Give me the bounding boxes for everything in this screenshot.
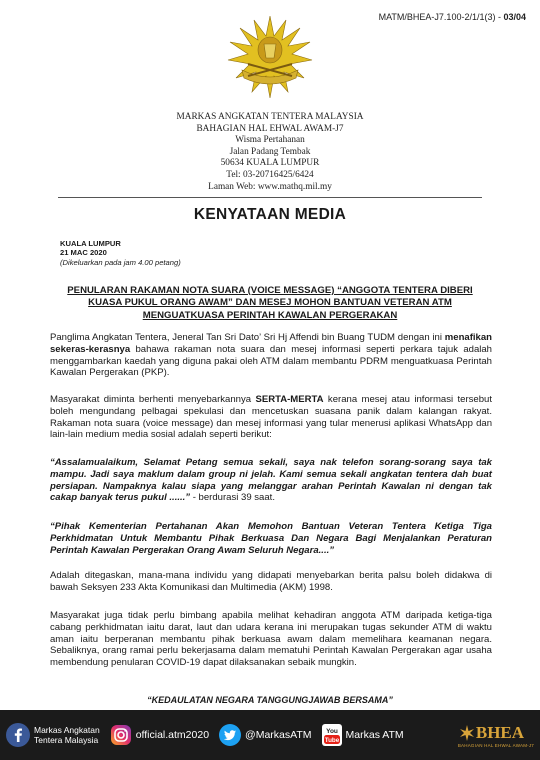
- atm-crest-icon: [226, 14, 314, 100]
- paragraph-text: bahawa rakaman nota suara dan mesej informasi seperti perkara tajuk adalah menggambarkan kaedah yang diguna pakai oleh ATM dalam membantu PDRM menguatkuasa Perintah Kawalan Pergerakan (PKP).: [50, 343, 492, 379]
- youtube-link[interactable]: [322, 724, 404, 746]
- paragraph-text: kerana mesej atau informasi tersebut boleh mengundang pelbagai spekulasi dan mencetuskan suasana panik dalam kalangan rakyat. Rakaman nota suara (voice message) dan mesej informasi yang tular menerusi aplikasi WhatsApp dan lain-lain medium media sosial adalah seperti berikut:: [50, 394, 492, 441]
- bhea-logo: [458, 723, 534, 748]
- youtube-icon: [322, 724, 342, 746]
- paragraph-emphasis: menafikan sekeras-kerasnya: [50, 332, 492, 355]
- dateline-note: (Dikeluarkan pada jam 4.00 petang): [60, 257, 181, 267]
- address-line: Laman Web: www.mathq.mil.my: [208, 181, 332, 192]
- address-line: Jalan Padang Tembak: [229, 146, 311, 157]
- paragraph-3: Adalah ditegaskan, mana-mana individu yang didapati menyebarkan berita palsu boleh didakwa di bawah Seksyen 233 Akta Komunikasi dan Multimedia (AKM) 1998.: [50, 570, 492, 593]
- quote-duration: - berdurasi 39 saat.: [190, 492, 275, 504]
- address-line: MARKAS ANGKATAN TENTERA MALAYSIA: [176, 112, 364, 122]
- facebook-icon: [6, 723, 30, 747]
- address-line: BAHAGIAN HAL EHWAL AWAM-J7: [196, 123, 344, 134]
- instagram-icon: [110, 724, 132, 746]
- address-block: [0, 112, 540, 193]
- dateline: [60, 239, 181, 267]
- address-line: Tel: 03-20716425/6424: [226, 169, 314, 180]
- paragraph-text: Panglima Angkatan Tentera, Jeneral Tan Sri Dato’ Sri Hj Affendi bin Buang TUDM dengan ini: [50, 332, 445, 343]
- quote-voice-message: [50, 457, 492, 504]
- twitter-label: @MarkasATM: [245, 729, 312, 741]
- twitter-link[interactable]: [219, 724, 311, 746]
- paragraph-emphasis: SERTA-MERTA: [255, 394, 324, 405]
- bhea-logo-icon: [458, 724, 476, 742]
- page-title: KENYATAAN MEDIA: [193, 206, 347, 223]
- paragraph-text: Masyarakat diminta berhenti menyebarkannya: [50, 394, 256, 405]
- dateline-city: KUALA LUMPUR: [60, 239, 121, 248]
- reference-number: [379, 12, 526, 22]
- instagram-link[interactable]: [110, 724, 209, 746]
- twitter-icon: [219, 724, 241, 746]
- bhea-name: BHEA: [475, 722, 525, 742]
- paragraph-1: [50, 332, 492, 379]
- svg-text:Tube: Tube: [324, 737, 339, 744]
- bhea-subtitle: BAHAGIAN HAL EHWAL AWAM-J7: [457, 742, 534, 748]
- quote-text: “Assalamualaikum, Selamat Petang semua sekali, saya nak telefon sorang-sorang saya tak mampu. Jadi saya maklum dalam group ni jelah. Kami semua sekali angkatan tentera dah buat persiapan. Nampaknya kalau siapa yang melanggar arahan Perintah Kawalan ni dengan tak cakap banyak terus pukul ......”: [50, 457, 492, 504]
- instagram-label: official.atm2020: [135, 729, 210, 741]
- divider: [58, 197, 482, 198]
- headline: PENULARAN RAKAMAN NOTA SUARA (VOICE MESSAGE) “ANGGOTA TENTERA DIBERI KUASA PUKUL ORANG AWAM” DAN MESEJ MOHON BANTUAN VETERAN ATM MENGUATKUASA PERINTAH KAWALAN PERGERAKAN: [67, 285, 473, 321]
- paragraph-2: [50, 394, 492, 441]
- page-number: 03/04: [503, 12, 526, 22]
- facebook-label-1: Markas Angkatan: [34, 725, 100, 735]
- facebook-label-2: Tentera Malaysia: [34, 735, 99, 745]
- paragraph-4: Masyarakat juga tidak perlu bimbang apabila melihat kehadiran anggota ATM daripada ketiga-tiga cabang perkhidmatan iaitu darat, laut dan udara kerana ini merupakan tugas sekunder ATM di waktu aman iaitu berperanan membantu pihak berkuasa awam dalam memelihara keamanan negara. Sebaliknya, orang ramai perlu bekerjasama dalam mematuhi Perintah Kawalan Pergerakan agar usaha membendung penularan COVID-19 dapat dilaksanakan sebaik mungkin.: [50, 610, 492, 669]
- dateline-date: 21 MAC 2020: [60, 248, 107, 258]
- quote-veteran-message: “Pihak Kementerian Pertahanan Akan Memohon Bantuan Veteran Tentera Ketiga Tiga Perkhidmatan Untuk Membantu Pihak Berkuasa Dan Negara Bagi Menjalankan Peraturan Perintah Kawalan Pergerakan Orang Awam Seluruh Negara....”: [50, 521, 492, 556]
- motto: “KEDAULATAN NEGARA TANGGUNGJAWAB BERSAMA”: [147, 695, 393, 705]
- address-line: Wisma Pertahanan: [235, 135, 305, 146]
- address-line: 50634 KUALA LUMPUR: [220, 158, 320, 169]
- reference-code: MATM/BHEA-J7.100-2/1/1(3) -: [378, 12, 504, 22]
- youtube-label: Markas ATM: [345, 729, 404, 741]
- social-footer: [0, 710, 540, 760]
- svg-text:You: You: [325, 728, 338, 735]
- facebook-link[interactable]: [6, 723, 100, 747]
